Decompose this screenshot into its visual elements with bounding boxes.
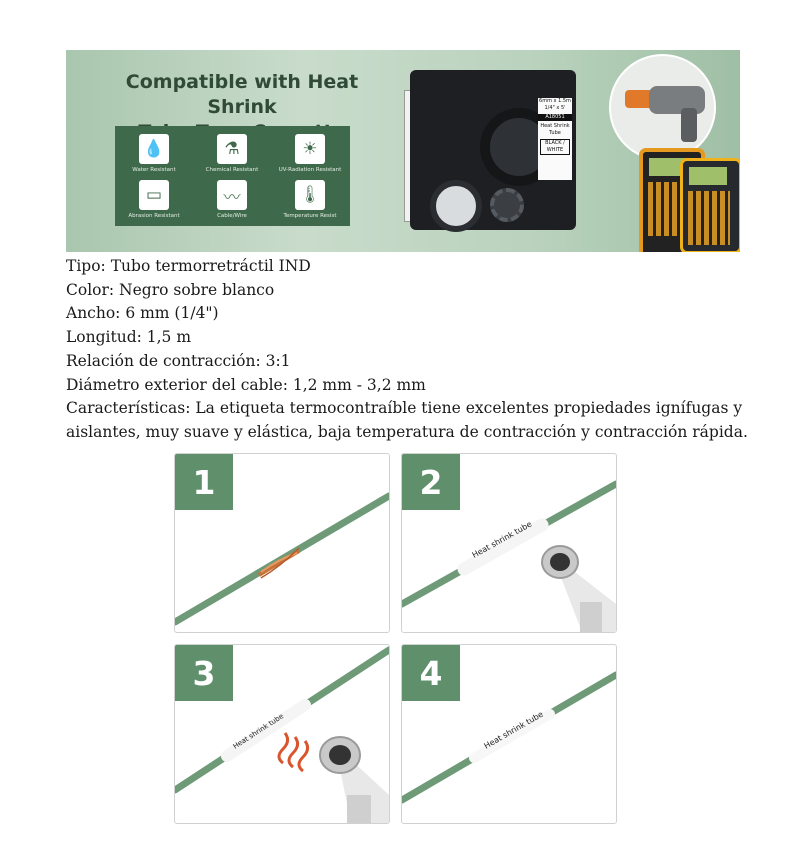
step-1-panel — [174, 453, 390, 633]
uv-sun-icon: ☀ — [295, 134, 325, 164]
step-4-panel — [401, 644, 617, 824]
cassette-colors: BLACK / WHITE — [540, 139, 570, 155]
feature-label: Chemical Resistant — [205, 167, 259, 173]
feature-temperature-resist — [271, 180, 349, 219]
spec-color: Color: Negro sobre blanco — [66, 280, 275, 299]
cassette-gear — [490, 188, 524, 222]
step-number-badge: 3 — [175, 645, 233, 701]
cassette-label — [538, 98, 572, 180]
spec-longitud: Longitud: 1,5 m — [66, 328, 192, 347]
step-2-panel — [401, 453, 617, 633]
step-number-badge: 1 — [175, 454, 233, 510]
water-drop-icon: 💧 — [139, 134, 169, 164]
feature-label: Temperature Resist — [283, 213, 337, 219]
banner-title-line1: Compatible with Heat Shrink — [125, 71, 359, 118]
feature-label: Abrasion Resistant — [128, 213, 180, 219]
feature-label: UV-Radiation Resistant — [278, 167, 342, 173]
cassette-size: 6mm x 1.5m — [539, 98, 571, 104]
feature-abrasion-resistant — [115, 180, 193, 219]
spec-caracteristicas: Características: La etiqueta termocontraíble tiene excelentes propiedades ignífugas y aislantes, muy suave y elástica, baja temperatura de contracción y contracción rápida. — [66, 399, 748, 441]
flask-icon: ⚗ — [217, 134, 247, 164]
spec-diametro: Diámetro exterior del cable: 1,2 mm - 3,2 mm — [66, 375, 426, 394]
printer-keypad — [688, 191, 730, 245]
tape-cassette — [410, 70, 576, 230]
step-4-tube-text: Heat shrink tube — [482, 709, 545, 751]
cassette-type: Heat Shrink Tube — [540, 123, 570, 136]
step-2-tube-text: Heat shrink tube — [470, 519, 534, 560]
product-banner — [66, 50, 740, 252]
spec-ancho: Ancho: 6 mm (1/4") — [66, 304, 219, 323]
feature-chemical-resistant — [193, 134, 271, 173]
heat-gun-photo — [609, 54, 716, 161]
step-number-badge: 2 — [402, 454, 460, 510]
step-3-tube-text: Heat shrink tube — [231, 712, 286, 751]
cable-icon: 〰 — [217, 180, 247, 210]
feature-panel — [115, 126, 350, 226]
spec-tipo: Tipo: Tubo termorretráctil IND — [66, 257, 311, 275]
spec-relacion: Relación de contracción: 3:1 — [66, 351, 291, 370]
product-specs — [66, 255, 766, 445]
cassette-size-imperial: 1/4" x 5' — [544, 105, 566, 111]
heat-gun-handle — [681, 108, 697, 142]
feature-label: Cable/Wire — [217, 213, 247, 219]
thermometer-icon: 🌡 — [295, 180, 325, 210]
cassette-code: A18051 — [538, 114, 572, 121]
step-number-badge: 4 — [402, 645, 460, 701]
feature-uv-resistant — [271, 134, 349, 173]
abrasion-icon: ▭ — [139, 180, 169, 210]
feature-cable-wire — [193, 180, 271, 219]
feature-label: Water Resistant — [132, 167, 176, 173]
step-3-panel — [174, 644, 390, 824]
printer-screen — [689, 167, 727, 185]
cassette-hub — [430, 180, 482, 232]
feature-water-resistant — [115, 134, 193, 173]
label-printer-image-2 — [680, 158, 740, 252]
